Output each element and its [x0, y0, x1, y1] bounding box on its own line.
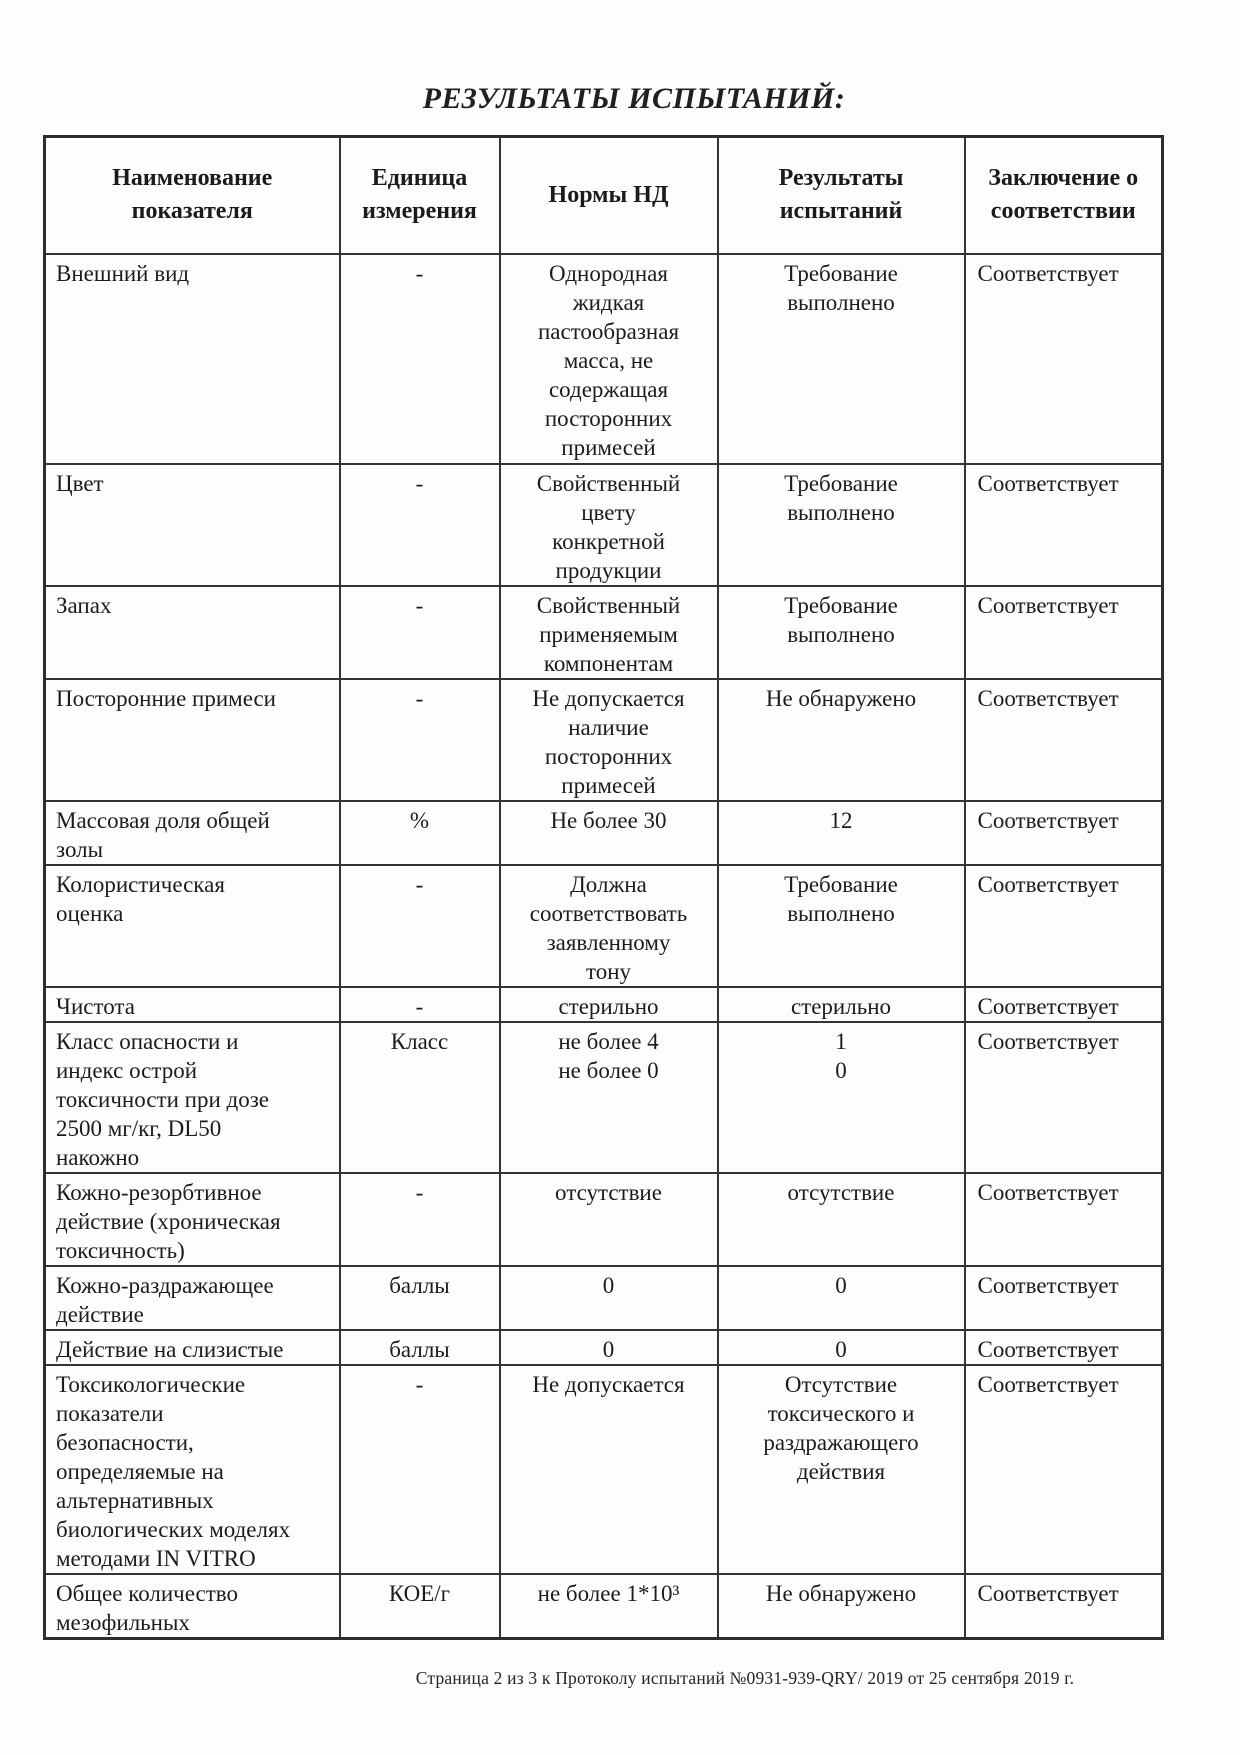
cell-name: Запах	[45, 586, 340, 679]
cell-result: отсутствие	[718, 1173, 965, 1266]
cell-conclusion: Соответствует	[965, 254, 1163, 464]
cell-norm: Однородная жидкая пастообразная масса, не содержащая посторонних примесей	[500, 254, 718, 464]
cell-result: Отсутствие токсического и раздражающего действия	[718, 1365, 965, 1574]
table-row	[45, 1022, 1163, 1173]
cell-unit: баллы	[340, 1330, 500, 1365]
cell-result: Требование выполнено	[718, 865, 965, 987]
cell-unit: %	[340, 801, 500, 865]
table-row	[45, 1173, 1163, 1266]
cell-norm: Не допускается наличие посторонних примесей	[500, 679, 718, 801]
cell-unit: -	[340, 987, 500, 1022]
cell-conclusion: Соответствует	[965, 865, 1163, 987]
cell-norm: 0	[500, 1266, 718, 1330]
cell-name: Внешний вид	[45, 254, 340, 464]
table-row	[45, 801, 1163, 865]
cell-unit: -	[340, 464, 500, 586]
cell-unit: баллы	[340, 1266, 500, 1330]
cell-result: 12	[718, 801, 965, 865]
cell-name: Чистота	[45, 987, 340, 1022]
table-row	[45, 1330, 1163, 1365]
cell-result: Не обнаружено	[718, 679, 965, 801]
cell-name: Общее количество мезофильных	[45, 1574, 340, 1639]
table-row	[45, 464, 1163, 586]
cell-result: Не обнаружено	[718, 1574, 965, 1639]
cell-conclusion: Соответствует	[965, 679, 1163, 801]
cell-norm: Должна соответствовать заявленному тону	[500, 865, 718, 987]
cell-name: Кожно-резорбтивное действие (хроническая токсичность)	[45, 1173, 340, 1266]
cell-conclusion: Соответствует	[965, 1365, 1163, 1574]
cell-norm: отсутствие	[500, 1173, 718, 1266]
table-row	[45, 865, 1163, 987]
cell-conclusion: Соответствует	[965, 1022, 1163, 1173]
cell-norm: не более 4 не более 0	[500, 1022, 718, 1173]
cell-unit: -	[340, 1365, 500, 1574]
table-row	[45, 586, 1163, 679]
cell-conclusion: Соответствует	[965, 1266, 1163, 1330]
cell-unit: -	[340, 586, 500, 679]
cell-result: Требование выполнено	[718, 254, 965, 464]
cell-conclusion: Соответствует	[965, 586, 1163, 679]
cell-result: 0	[718, 1266, 965, 1330]
table-row	[45, 987, 1163, 1022]
cell-norm: Свойственный применяемым компонентам	[500, 586, 718, 679]
cell-unit: -	[340, 865, 500, 987]
cell-unit: КОЕ/г	[340, 1574, 500, 1639]
cell-conclusion: Соответствует	[965, 987, 1163, 1022]
cell-result: 0	[718, 1330, 965, 1365]
cell-name: Массовая доля общей золы	[45, 801, 340, 865]
column-header-indicator: Наименование показателя	[45, 137, 340, 254]
page-footer: Страница 2 из 3 к Протоколу испытаний №0931-939-QRY/ 2019 от 25 сентября 2019 г.	[415, 1668, 1075, 1688]
cell-conclusion: Соответствует	[965, 464, 1163, 586]
header-row	[45, 137, 1163, 254]
cell-unit: -	[340, 679, 500, 801]
table-row	[45, 1574, 1163, 1639]
cell-norm: стерильно	[500, 987, 718, 1022]
cell-norm: 0	[500, 1330, 718, 1365]
cell-unit: Класс	[340, 1022, 500, 1173]
column-header-result: Результаты испытаний	[718, 137, 965, 254]
cell-norm: Свойственный цвету конкретной продукции	[500, 464, 718, 586]
cell-conclusion: Соответствует	[965, 1173, 1163, 1266]
cell-norm: не более 1*10³	[500, 1574, 718, 1639]
cell-norm: Не более 30	[500, 801, 718, 865]
cell-conclusion: Соответствует	[965, 1330, 1163, 1365]
cell-conclusion: Соответствует	[965, 1574, 1163, 1639]
cell-name: Цвет	[45, 464, 340, 586]
column-header-norm: Нормы НД	[500, 137, 718, 254]
cell-unit: -	[340, 1173, 500, 1266]
cell-name: Действие на слизистые	[45, 1330, 340, 1365]
results-table	[43, 135, 1164, 1640]
table-row	[45, 1365, 1163, 1574]
cell-result: 1 0	[718, 1022, 965, 1173]
column-header-unit: Единица измерения	[340, 137, 500, 254]
cell-result: Требование выполнено	[718, 464, 965, 586]
results-table-body	[45, 254, 1163, 1639]
cell-name: Класс опасности и индекс острой токсичности при дозе 2500 мг/кг, DL50 накожно	[45, 1022, 340, 1173]
column-header-conclusion: Заключение о соответствии	[965, 137, 1163, 254]
page-title: РЕЗУЛЬТАТЫ ИСПЫТАНИЙ:	[422, 82, 846, 116]
table-row	[45, 254, 1163, 464]
cell-name: Колористическая оценка	[45, 865, 340, 987]
cell-norm: Не допускается	[500, 1365, 718, 1574]
cell-name: Кожно-раздражающее действие	[45, 1266, 340, 1330]
cell-unit: -	[340, 254, 500, 464]
table-row	[45, 679, 1163, 801]
table-row	[45, 1266, 1163, 1330]
cell-name: Посторонние примеси	[45, 679, 340, 801]
cell-conclusion: Соответствует	[965, 801, 1163, 865]
cell-result: стерильно	[718, 987, 965, 1022]
cell-name: Токсикологические показатели безопасности, определяемые на альтернативных биологических моделях методами IN VITRO	[45, 1365, 340, 1574]
cell-result: Требование выполнено	[718, 586, 965, 679]
